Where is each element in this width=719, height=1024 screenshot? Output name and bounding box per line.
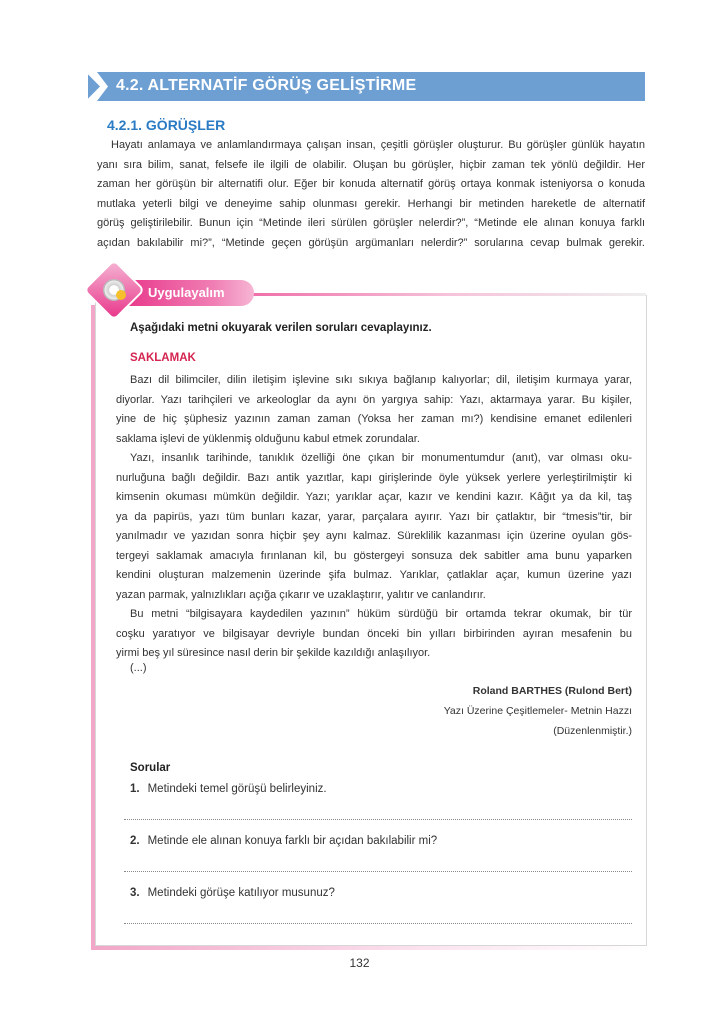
text-line: tergeyi saklamak amacıyla fırınlanan kil, bu göstergeyi sonsuza dek sabitler ama bunu yaparken (116, 549, 632, 562)
answer-line-2[interactable] (124, 871, 632, 872)
source: Yazı Üzerine Çeşitlemeler- Metnin Hazzı (443, 705, 632, 717)
reading-text (116, 371, 632, 664)
subsection-title: 4.2.1. GÖRÜŞLER (107, 117, 226, 133)
text-line: Bu metni “bilgisayara kaydedilen yazının” hüküm sürdüğü bir ortamda tekrar okumak, bir tür (130, 608, 632, 620)
text-line: saklama işlevi de yüklenmiş olduğunu kabul etmek zorundalar. (116, 432, 420, 445)
text-line: açıdan bakılabilir mi?”, “Metinde geçen görüşün argümanları nelerdir?” sorularına cevap bulmak gerekir. (97, 236, 645, 249)
question-1 (130, 783, 327, 795)
text-line: kimsenin okuması mümkün değildir. Yazı; yarıklar açar, kazır ve kendini kazır. Kâğıt ya da kil, taş (116, 491, 632, 503)
section-title: 4.2. ALTERNATİF GÖRÜŞ GELİŞTİRME (116, 77, 417, 94)
coin-icon (116, 290, 126, 300)
text-title: SAKLAMAK (130, 352, 196, 364)
text-line: yine de hiç şüphesiz yazının zaman zaman (Yoksa her zaman mı?) kendisine emanet edilenleri (116, 413, 632, 425)
text-line: Yazı, insanlık tarihinde, tanıklık özelliği öne çıkan bir monumentumdur (anıt), var olması oku- (130, 452, 632, 464)
answer-line-3[interactable] (124, 923, 632, 924)
text-line: yanılmadır ve yazıdan sonra hiçbir şey aynı kalmaz. Süreklilik kazanması için üzerine oyulan gös- (116, 530, 632, 542)
text-line: kendini oluşturan malzemenin üzerinde şifa bulmaz. Yarıklar, çatlaklar açar, kumun üzerine yazı (116, 569, 632, 581)
question-3 (130, 887, 335, 899)
text-line: Hayatı anlamaya ve anlamlandırmaya çalışan insan, çeşitli görüşler oluşturur. Bu görüşler günlük hayatın (111, 139, 645, 151)
chevron-icon (88, 72, 108, 101)
question-text: Metindeki temel görüşü belirleyiniz. (147, 783, 327, 795)
text-line: coşku yaratıyor ve bilgisayar devriyle bundan önceki bin yılları birbirinden ayıran mesafenin bu (116, 627, 632, 640)
instruction: Aşağıdaki metni okuyarak verilen soruları cevaplayınız. (130, 322, 432, 334)
text-line: yirmi beş yıl süresince nasıl derin bir şekilde kazıldığı anlaşılıyor. (116, 647, 431, 659)
question-number: 3. (130, 887, 140, 899)
page-number: 132 (349, 956, 370, 970)
ellipsis: (...) (130, 662, 147, 674)
text-line: Bazı dil bilimciler, dilin iletişim işlevine sıkı sıkıya bağlanıp kalıyorlar; dil, iletişim kurmaya yarar, (130, 374, 632, 386)
text-line: görüş geliştirilebilir. Bunun için “Metinde ileri sürülen görüşler nelerdir?”, “Metinde ele alınan konuya farklı (97, 217, 645, 229)
text-line: ya da papirüs, yazı tüm bunları kazar, yarar, parçalara ayırır. Yazı bir çatlaktır, bir “tmesis”tir, bir (116, 510, 632, 523)
question-number: 1. (130, 783, 140, 795)
text-line: yazan parmak, yalnızlıkları açığa çıkarır ve uzaklaştırır, yalıtır ve canlandırır. (116, 588, 486, 601)
edited-note: (Düzenlenmiştir.) (553, 725, 632, 737)
text-line: mutlaka yeterli bilgi ve deneyime sahip olunması gerekir. Herhangi bir metinden hareketle de alternatif (97, 197, 645, 210)
section-header (88, 72, 645, 101)
answer-line-1[interactable] (124, 819, 632, 820)
question-number: 2. (130, 835, 140, 847)
activity-label: Uygulayalım (148, 285, 225, 300)
intro-paragraph (97, 136, 645, 253)
question-2 (130, 835, 437, 847)
box-bottom-border (91, 946, 647, 950)
activity-label-tab (122, 280, 254, 306)
question-text: Metindeki görüşe katılıyor musunuz? (147, 887, 335, 899)
text-line: diyorlar. Yazı tarihçileri ve arkeologlar da aynı ön yargıya sahip: Yazı, aktarmaya yarar. Bu kişiler, (116, 393, 632, 406)
question-text: Metinde ele alınan konuya farklı bir açıdan bakılabilir mi? (147, 835, 438, 847)
box-left-border (91, 305, 95, 949)
activity-top-line (250, 293, 646, 296)
text-line: zaman her görüşün bir alternatifi olur. Eğer bir konuda alternatif görüş ortaya konmak isteniyorsa o konuda (97, 178, 645, 190)
text-line: yanı sıra bilim, sanat, felsefe ile ilgili de olabilir. Oluşan bu görüşler, hiçbir zaman tek yönlü değildir. Her (97, 158, 645, 171)
questions-title: Sorular (130, 762, 171, 774)
author: Roland BARTHES (Rulond Bert) (472, 685, 632, 697)
text-line: nurluğuna bağlı değildir. Bazı antik yazıtlar, kapı girişlerinde öyle yüksek yerlere yerleştirilmiştir ki (116, 471, 632, 484)
